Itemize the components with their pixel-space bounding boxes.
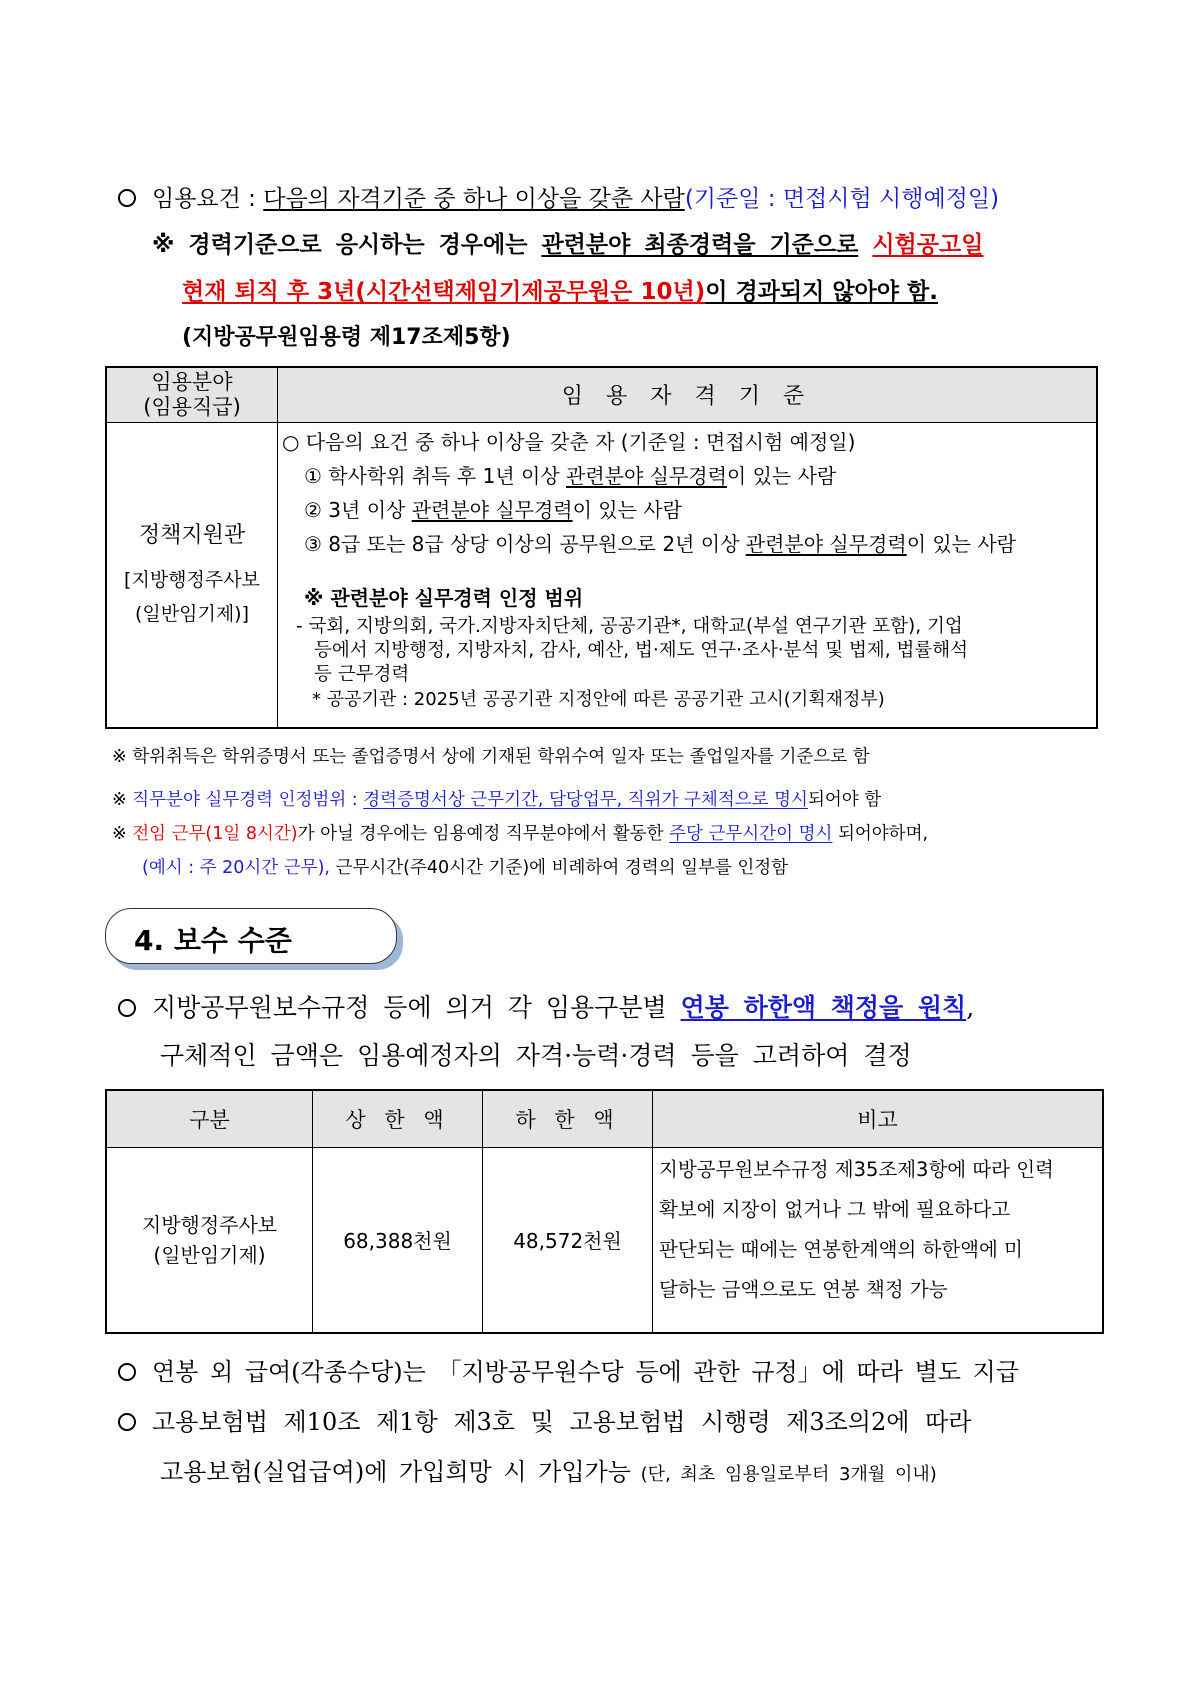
note-fulltime-line2 bbox=[142, 854, 788, 879]
criteria-item-2 bbox=[282, 493, 1096, 527]
bullet-circle-icon bbox=[118, 1363, 136, 1381]
pay-grade-type: (일반임기제) bbox=[153, 1242, 266, 1267]
note-fulltime bbox=[112, 820, 928, 845]
criteria-intro: ○ 다음의 요건 중 하나 이상을 갖춘 자 (기준일 : 면접시험 예정일) bbox=[282, 429, 856, 454]
qualification-table bbox=[105, 366, 1098, 729]
bullet-circle-icon bbox=[118, 1413, 136, 1431]
criteria-underlined: 관련분야 실무경력 bbox=[566, 463, 727, 488]
criteria-item-3 bbox=[282, 527, 1096, 561]
note-text: 가 아닐 경우에는 임용예정 직무분야에서 활동한 bbox=[297, 824, 670, 844]
note-degree: ※ 학위취득은 학위증명서 또는 졸업증명서 상에 기재된 학위수여 일자 또는 졸업일자를 기준으로 함 bbox=[112, 747, 870, 767]
section-heading bbox=[105, 908, 397, 964]
note-career-scope bbox=[112, 786, 881, 811]
pay-header-min: 하 한 액 bbox=[483, 1090, 653, 1147]
extra-insurance-line2 bbox=[160, 1452, 937, 1487]
header-field-sub: (임용직급) bbox=[143, 394, 241, 419]
field-cell bbox=[106, 422, 278, 728]
section-title: 4. 보수 수준 bbox=[134, 924, 292, 957]
insurance-text: 고용보험법 제10조 제1항 제3호 및 고용보험법 시행령 제3조의2에 따라 bbox=[152, 1408, 972, 1436]
requirement-reference-date: (기준일 : 면접시험 시행예정일) bbox=[684, 186, 1000, 212]
scope-title: ※ 관련분야 실무경력 인정 범위 bbox=[304, 585, 584, 610]
note-text: 되어야하며, bbox=[832, 824, 929, 844]
remark-line: 지방공무원보수규정 제35조제3항에 따라 인력 bbox=[659, 1157, 1054, 1181]
allowance-text: 연봉 외 급여(각종수당)는 「지방공무원수당 등에 관한 규정」에 따라 별도 지급 bbox=[152, 1358, 1019, 1386]
bullet-circle-icon bbox=[118, 189, 136, 207]
pay-principle-line2: 구체적인 금액은 임용예정자의 자격·능력·경력 등을 고려하여 결정 bbox=[160, 1041, 912, 1070]
career-note-line2 bbox=[182, 273, 938, 306]
career-note-line1 bbox=[152, 226, 983, 259]
scope-line-3: 등 근무경력 bbox=[314, 663, 410, 685]
pay-table bbox=[105, 1089, 1104, 1334]
pay-min-value: 48,572천원 bbox=[483, 1147, 653, 1333]
field-name: 정책지원관 bbox=[138, 523, 246, 549]
criteria-text: 이 있는 사람 bbox=[726, 463, 837, 488]
note-mark: ※ bbox=[112, 824, 127, 844]
note-text: 근무시간(주40시간 기준)에 비례하여 경력의 일부를 인정함 bbox=[329, 858, 789, 878]
note-mark: ※ bbox=[112, 790, 127, 810]
note-underlined: 관련분야 최종경력을 기준으로 bbox=[541, 232, 859, 258]
pay-text: 지방공무원보수규정 등에 의거 각 임용구분별 bbox=[152, 993, 681, 1022]
remark-line: 확보에 지장이 없거나 그 밖에 필요하다고 bbox=[659, 1197, 1011, 1221]
pay-max-value: 68,388천원 bbox=[313, 1147, 483, 1333]
criteria-text: ③ 8급 또는 8급 상당 이상의 공무원으로 2년 이상 bbox=[304, 531, 746, 556]
insurance-condition: (단, 최초 임용일로부터 3개월 이내) bbox=[630, 1464, 937, 1485]
note-blue-underlined: 경력증명서상 근무기간, 담당업무, 직위가 구체적으로 명시 bbox=[363, 790, 808, 810]
note-example: (예시 : 주 20시간 근무), bbox=[142, 858, 330, 878]
note-tail: 되어야 함 bbox=[807, 790, 882, 810]
remark-line: 판단되는 때에는 연봉한계액의 하한액에 미 bbox=[659, 1237, 1023, 1261]
pay-row-category bbox=[106, 1147, 313, 1333]
criteria-item-1 bbox=[282, 459, 1096, 493]
note-mark: ※ bbox=[152, 232, 175, 258]
criteria-text: 이 있는 사람 bbox=[906, 531, 1017, 556]
note-tail: 이 경과되지 않아야 함. bbox=[705, 279, 938, 305]
header-field bbox=[106, 367, 278, 422]
requirement-label: 임용요건 : bbox=[152, 186, 264, 212]
requirement-text: 다음의 자격기준 중 하나 이상을 갖춘 사람 bbox=[263, 186, 685, 212]
criteria-cell bbox=[278, 422, 1098, 728]
extra-allowance bbox=[118, 1352, 1019, 1387]
pay-comma: , bbox=[966, 993, 975, 1022]
note-red: 전임 근무(1일 8시간) bbox=[132, 824, 298, 844]
scope-footnote: * 공공기관 : 2025년 공공기관 지정안에 따른 공공기관 고시(기획재정부) bbox=[312, 688, 885, 710]
header-criteria: 임 용 자 격 기 준 bbox=[278, 367, 1098, 422]
criteria-text: ② 3년 이상 bbox=[304, 497, 412, 522]
note-text: 경력기준으로 응시하는 경우에는 bbox=[188, 232, 542, 258]
pay-header-max: 상 한 액 bbox=[313, 1090, 483, 1147]
field-grade-type: (일반임기제)] bbox=[134, 603, 249, 626]
criteria-text: ① 학사학위 취득 후 1년 이상 bbox=[304, 463, 566, 488]
field-grade: [지방행정주사보 bbox=[124, 569, 260, 592]
note-red-period: 현재 퇴직 후 3년(시간선택제임기제공무원은 10년) bbox=[182, 279, 706, 305]
scope-line-1: - 국회, 지방의회, 국가.지방자치단체, 공공기관*, 대학교(부설 연구기관 포함), 기업 bbox=[296, 615, 963, 637]
criteria-underlined: 관련분야 실무경력 bbox=[745, 531, 907, 556]
pay-remark bbox=[653, 1147, 1104, 1333]
bullet-circle-icon bbox=[118, 999, 136, 1017]
legal-reference: (지방공무원임용령 제17조제5항) bbox=[182, 325, 511, 350]
note-red: 시험공고일 bbox=[872, 232, 984, 258]
note-blue: 직무분야 실무경력 인정범위 : bbox=[132, 790, 364, 810]
pay-principle-line1 bbox=[118, 988, 974, 1024]
scope-line-2: 등에서 지방행정, 지방자치, 감사, 예산, 법·제도 연구·조사·분석 및 법제, 법률해석 bbox=[314, 639, 968, 661]
criteria-underlined: 관련분야 실무경력 bbox=[411, 497, 573, 522]
insurance-text: 고용보험(실업급여)에 가입희망 시 가입가능 bbox=[160, 1458, 631, 1486]
extra-insurance-line1 bbox=[118, 1402, 971, 1437]
pay-header-category: 구분 bbox=[106, 1090, 313, 1147]
pay-header-remark: 비고 bbox=[653, 1090, 1104, 1147]
criteria-text: 이 있는 사람 bbox=[572, 497, 682, 522]
header-field-label: 임용분야 bbox=[151, 369, 233, 394]
requirement-intro bbox=[118, 180, 999, 213]
pay-grade: 지방행정주사보 bbox=[141, 1212, 278, 1237]
pay-principle: 연봉 하한액 책정을 원칙 bbox=[680, 993, 967, 1022]
remark-line: 달하는 금액으로도 연봉 책정 가능 bbox=[659, 1277, 948, 1301]
note-blue-underlined: 주당 근무시간이 명시 bbox=[669, 824, 833, 844]
